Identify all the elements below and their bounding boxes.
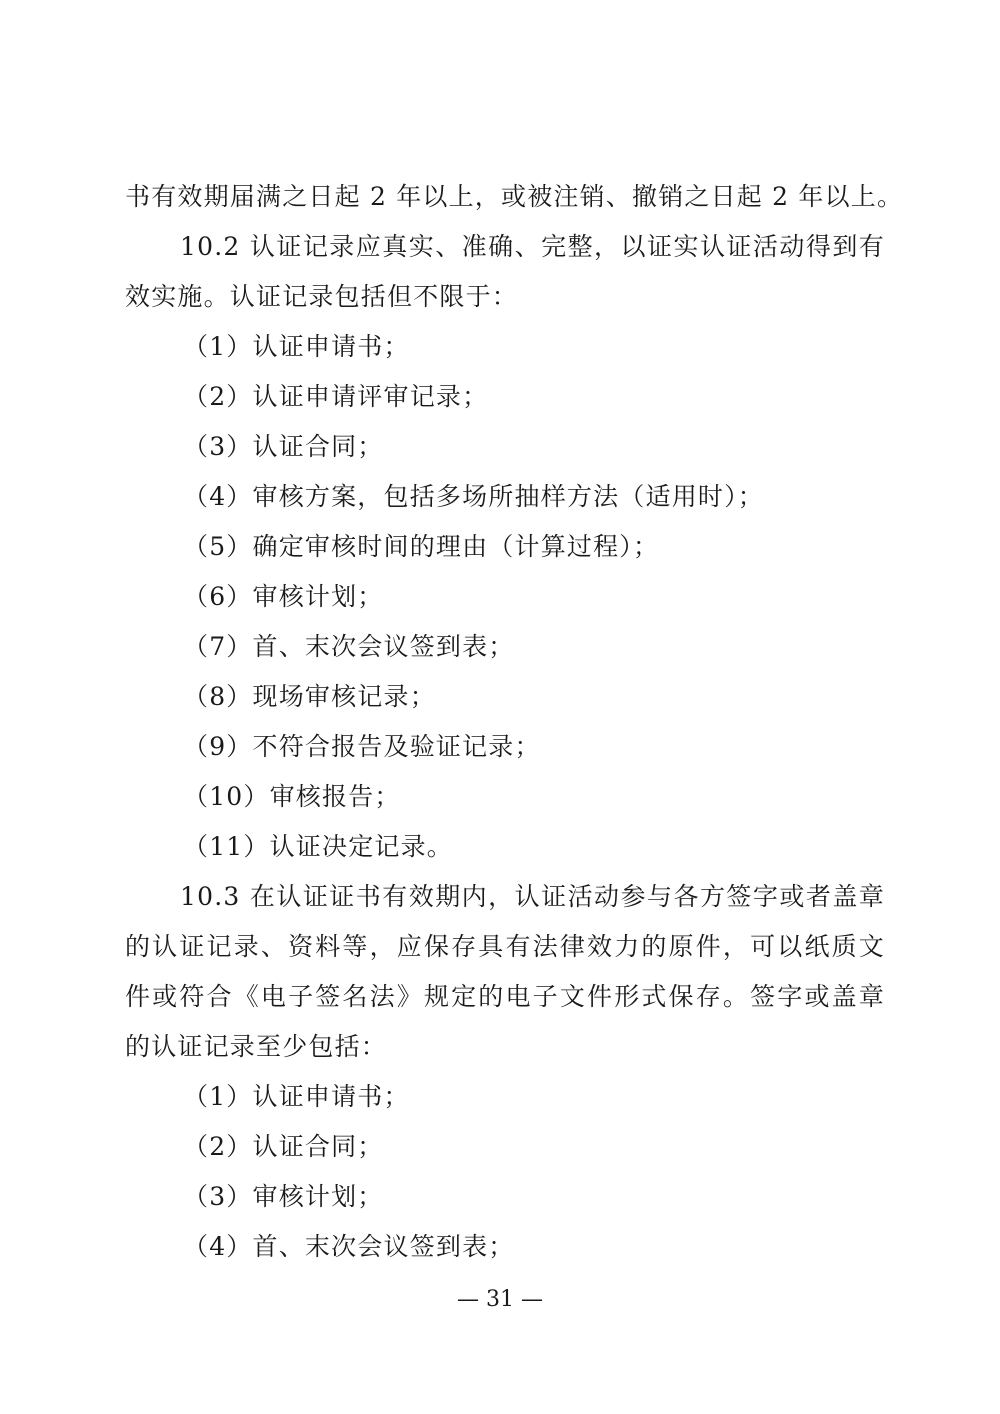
list-item: （3）认证合同； — [183, 432, 384, 461]
paragraph-10-2-line-2: 效实施。认证记录包括但不限于： — [125, 282, 519, 311]
list-item: （10）审核报告； — [183, 782, 401, 811]
list-item: （7）首、末次会议签到表； — [183, 632, 515, 661]
list-item: （2）认证申请评审记录； — [183, 382, 489, 411]
list-item: （1）认证申请书； — [183, 1082, 410, 1111]
paragraph-10-3-line-4: 的认证记录至少包括： — [125, 1032, 388, 1061]
list-item: （1）认证申请书； — [183, 332, 410, 361]
list-item: （5）确定审核时间的理由（计算过程）； — [183, 532, 660, 561]
list-item: （8）现场审核记录； — [183, 682, 436, 711]
paragraph-10-3-line-2: 的认证记录、资料等，应保存具有法律效力的原件，可以纸质文 — [125, 932, 885, 961]
paragraph-10-3-line-1: 10.3 在认证证书有效期内，认证活动参与各方签字或者盖章 — [180, 882, 885, 911]
list-item: （2）认证合同； — [183, 1132, 384, 1161]
page-number: — 31 — — [457, 1287, 543, 1312]
list-item: （6）审核计划； — [183, 582, 384, 611]
list-item: （11）认证决定记录。 — [183, 832, 454, 861]
paragraph-10-2-line-1: 10.2 认证记录应真实、准确、完整，以证实认证活动得到有 — [180, 232, 885, 261]
list-item: （4）审核方案，包括多场所抽样方法（适用时）； — [183, 482, 765, 511]
list-item: （4）首、末次会议签到表； — [183, 1232, 515, 1261]
list-item: （9）不符合报告及验证记录； — [183, 732, 541, 761]
paragraph-continuation-line: 书有效期届满之日起 2 年以上，或被注销、撤销之日起 2 年以上。 — [125, 182, 904, 211]
list-item: （3）审核计划； — [183, 1182, 384, 1211]
paragraph-10-3-line-3: 件或符合《电子签名法》规定的电子文件形式保存。签字或盖章 — [125, 982, 885, 1011]
